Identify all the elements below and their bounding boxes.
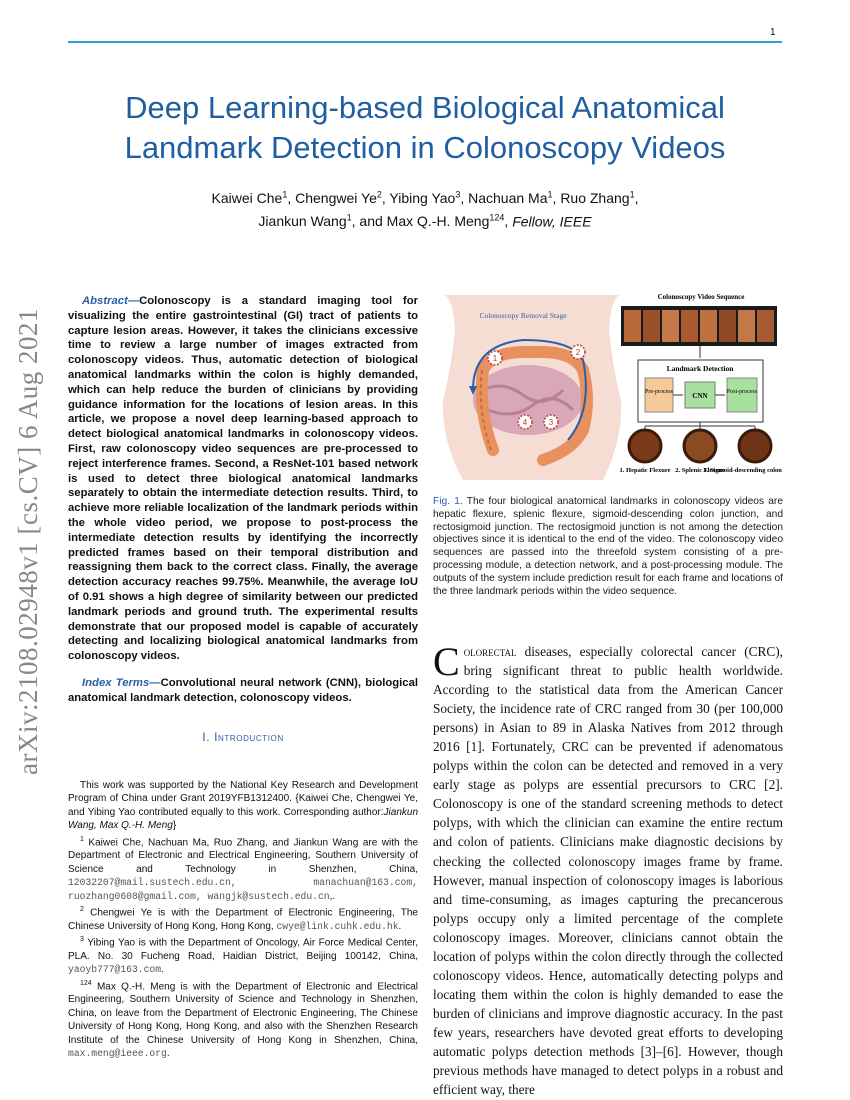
landmark-marker-3 <box>544 415 558 429</box>
section-heading: I. Introduction <box>202 729 284 744</box>
right-column <box>433 290 783 598</box>
email: max.meng@ieee.org <box>68 1048 167 1060</box>
abstract: Abstract—Colonoscopy is a standard imaging tool for visualizing the entire gastrointestinal (GI) tract of patients to capture lesion areas. However, it takes the clinicians excessive time to review a large number of images extracted from colonoscopy videos. Thus, automatic detection of biological anatomical landmarks within the colon is highly demanded, which can help reduce the burden of clinicians by providing guidance information for the locations of lesion areas. In this article, we propose a novel deep learning-based approach to detect biological anatomical landmarks in colonoscopy videos. First, raw colonoscopy video sequences are pre-processed to reject interference frames. Second, a ResNet-101 based network is used to detect three biological anatomical landmarks separately to obtain the intermediate detection results. Third, to achieve more reliable localization of the landmark periods within the whole video period, we propose to post-process the intermediate detection results by identifying the incorrectly predicted frames based on their temporal distribution and reassigning them back to the correct class. Finally, the average detection accuracy reaches 99.75%. Meanwhile, the average IoU of 0.91 shows a high degree of similarity between our predicted landmark periods and ground truth. The experimental results demonstrate that our proposed model is capable of accurately detecting and localizing biological anatomical landmarks from colonoscopy videos. <box>68 295 418 663</box>
svg-text:Post-process: Post-process <box>726 389 758 395</box>
abstract-label: Abstract <box>82 295 128 307</box>
figure-1 <box>433 290 783 488</box>
result-frame-1 <box>629 430 661 462</box>
svg-text:4: 4 <box>522 418 528 427</box>
author: Chengwei Ye$^2$, <box>295 189 390 206</box>
index-terms-label: Index Terms <box>82 676 150 689</box>
footnote-4: $^{124}$ Max Q.-H. Meng is with the Department of Electronic and Electrical Engineering, Southern University of Science and Technology in Shenzhen, China, on leave from the Department of Electronic Engineering, The Chinese University of Hong Kong, Hong Kong, and also with the Shenzhen Research Institute of the Chinese University of Hong Kong in Shenzhen, China, max.meng@ieee.org. <box>68 979 418 1060</box>
figure-1-diagram <box>433 290 783 488</box>
footnote-2: $^2$ Chengwei Ye is with the Department of Electronic Engineering, The Chinese University of Hong Kong, Hong Kong, cwye@link.cuhk.edu.hk. <box>68 905 418 932</box>
landmark-marker-2 <box>571 345 585 359</box>
figure-caption <box>433 496 783 598</box>
result-label-1: 1. Hepatic Flexure <box>619 467 671 474</box>
index-terms: Index Terms—Convolutional neural network (CNN), biological anatomical landmark detection, colonoscopy videos. <box>68 676 418 704</box>
author-line-1 <box>80 184 770 208</box>
caption-text: The four biological anatomical landmarks in colonoscopy videos are hepatic flexure, splenic flexure, sigmoid-descending colon junction, and rectosigmoid junction. The rectosigmoid junction is not among the detection objectives since it is identical to the end of the video. The colonoscopy video sequences are passed into the threefold system consisting of a pre-processing module, a detection network, and a post-processing module. The outputs of the system include prediction result for each frame and locations of the three landmark periods within the video sequence. <box>433 496 783 597</box>
svg-text:Pre-process: Pre-process <box>645 389 673 395</box>
svg-text:3: 3 <box>548 418 554 427</box>
intro-paragraph: diseases, especially colorectal cancer (CRC), bring significant threat to public health worldwide. According to the statistical data from the American Cancer Society, the incidence rate of CRC ranged from 30 (per 100,000 persons) in Asian to 89 in Alaska Natives from 2012 through 2016 [1]. Fortunately, CRC can be prevented if adenomatous polyps within the colon can be detected and removed in a very early stage as polyps are essential precursors to CRC [2]. Colonoscopy is one of the standard screening methods to detect polyps, with which the clinician can examine the entire rectum and colon of patients. Clinicians make diagnostic decisions by checking the collected colonoscopy images frame by frame. However, manual inspection of colonoscopy images is laborious and time-consuming, as images capturing the precancerous polyps occupy only a limited percentage of the complete colonoscopy images. Moreover, clinicians cannot obtain the location of polyps within the colon directly through the collected colonoscopy videos. Hence, automatically detecting polyps and locating them within the colon is highly demanded to ease the burden of clinicians and improve diagnostic accuracy. In the past few years, researchers have devoted great efforts to developing automatic polyps detection methods [3]–[6]. However, though previous methods have managed to detect polyps in a robust and efficient way, there <box>433 644 783 1098</box>
paper-title: Deep Learning-based Biological Anatomical Landmark Detection in Colonoscopy Videos <box>124 90 726 165</box>
email-list: 12032207@mail.sustech.edu.cn, manachuan@163.com, ruozhang0608@gmail.com, wangjk@sustech.edu.cn <box>68 877 418 902</box>
author: Ruo Zhang$^1$, <box>560 189 639 206</box>
author: Kaiwei Che$^1$, <box>211 189 296 206</box>
landmark-marker-1 <box>488 351 502 365</box>
email: cwye@link.cuhk.edu.hk <box>276 920 399 932</box>
author: Nachuan Ma$^1$, <box>468 189 561 206</box>
video-frames <box>621 306 777 346</box>
result-frame-3 <box>739 430 771 462</box>
result-label-3: 3. Sigmoid-descending colon <box>703 467 782 474</box>
footnote-funding: This work was supported by the National Key Research and Development Program of China under Grant 2019YFB1312400. {Kaiwei Che, Chengwei Ye, and Yibing Yao contributed equally to this work. Corresponding author:Jiankun Wang, Max Q.-H. Meng} <box>68 780 418 832</box>
result-frame-2 <box>684 430 716 462</box>
fellow-title: Fellow, IEEE <box>512 213 592 230</box>
landmark-marker-4 <box>518 415 532 429</box>
sequence-title: Colonoscopy Video Sequence <box>657 293 745 301</box>
result-label-2: 2. Splenic Flexure <box>675 467 725 474</box>
left-column <box>68 294 418 744</box>
svg-text:2: 2 <box>575 348 581 357</box>
author: Max Q.-H. Meng$^{124}$, <box>386 212 513 230</box>
removal-stage-label: Colonoscopy Removal Stage <box>479 311 567 320</box>
abstract-text: Colonoscopy is a standard imaging tool for visualizing the entire gastrointestinal (GI) tract of patients to capture lesion areas. However, it takes the clinicians excessive time to review a large number of images extracted from colonoscopy videos. Thus, automatic detection of biological anatomical landmarks within the colon is highly demanded, which can help reduce the burden of clinicians by providing guidance information for the locations of lesion areas. In this article, we propose a novel deep learning-based approach to detect biological anatomical landmarks in colonoscopy videos. First, raw colonoscopy video sequences are pre-processed to reject interference frames. Second, a ResNet-101 based network is used to detect three biological anatomical landmarks separately to obtain the intermediate detection results. Third, to achieve more reliable localization of the landmark periods within the whole video period, we propose to post-process the intermediate detection results by identifying the incorrectly predicted frames based on their temporal distribution and reassigning them back to the correct class. Finally, the average detection accuracy reaches 99.75%. Meanwhile, the average IoU of 0.91 shows a high degree of similarity between our predicted landmark periods and ground truth. The experimental results demonstrate that our proposed model is capable of accurately detecting and localizing biological anatomical landmarks from colonoscopy videos. <box>68 295 418 663</box>
post-process-box <box>727 378 757 412</box>
svg-text:1: 1 <box>492 354 498 363</box>
detection-title: Landmark Detection <box>666 364 734 373</box>
author: Jiankun Wang$^1$, and <box>258 212 387 230</box>
index-terms-text: Convolutional neural network (CNN), biological anatomical landmark detection, colonoscopy videos. <box>68 676 418 704</box>
introduction-text <box>433 639 783 1099</box>
svg-text:CNN: CNN <box>692 392 708 400</box>
drop-cap: C <box>433 639 460 684</box>
arxiv-stamp: arXiv:2108.02948v1 [cs.CV] 6 Aug 2021 <box>13 308 43 775</box>
author: Yibing Yao$^3$, <box>389 189 469 206</box>
author-line-2 <box>80 208 770 232</box>
caption-label: Fig. 1. <box>433 496 463 507</box>
intro-first-word: olorectal <box>463 644 517 659</box>
email: yaoyb777@163.com <box>68 964 162 976</box>
footnotes <box>68 779 418 1060</box>
footnote-1: $^1$ Kaiwei Che, Nachuan Ma, Ruo Zhang, and Jiankun Wang are with the Department of Electronic and Electrical Engineering, Southern University of Science and Technology in Shenzhen, China, 12032207@mail.sustech.edu.cn, manachuan@163.com, ruozhang0608@gmail.com, wangjk@sustech.edu.cn,. <box>68 835 418 902</box>
pre-process-box <box>645 378 673 412</box>
author-list <box>80 184 770 231</box>
page-number: 1 <box>770 27 776 38</box>
footnote-3: $^3$ Yibing Yao is with the Department of Oncology, Air Force Medical Center, PLA. No. 30 Fucheng Road, Haidian District, Beijing 100142, China, yaoyb777@163.com. <box>68 936 418 976</box>
header-rule <box>68 41 782 43</box>
